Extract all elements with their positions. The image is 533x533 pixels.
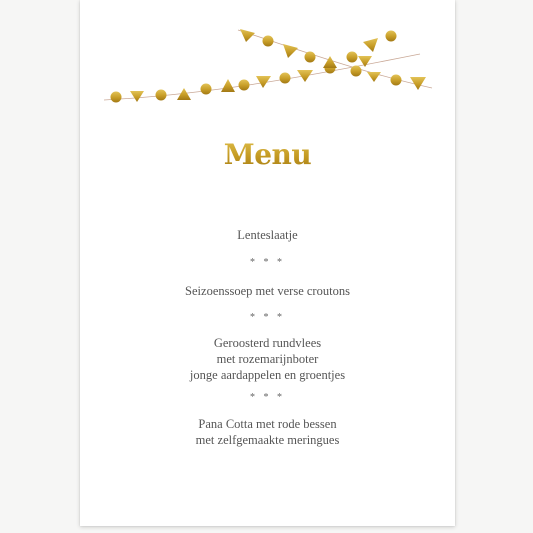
garland-triangle-flag	[221, 79, 235, 92]
garland-triangle-flag	[283, 44, 298, 58]
course-line: Pana Cotta met rode bessen	[198, 417, 337, 431]
course-separator: * * *	[250, 392, 285, 403]
garland-circle-flag	[263, 36, 274, 47]
garland-circle-flag	[111, 92, 122, 103]
course-line: jonge aardappelen en groentjes	[189, 368, 346, 382]
garland-triangle-flag	[297, 70, 313, 82]
bunting-garland-icon	[80, 0, 455, 110]
garland-circle-flag	[239, 80, 250, 91]
garland-circle-flag	[386, 31, 397, 42]
garland-circle-flag	[347, 52, 358, 63]
garland-circle-flag	[351, 66, 362, 77]
menu-card	[80, 0, 455, 526]
garland-circle-flag	[305, 52, 316, 63]
course-soup	[80, 283, 455, 299]
garland-circle-flag	[201, 84, 212, 95]
course-dessert	[80, 416, 455, 448]
garland-triangle-flag	[367, 72, 381, 82]
course-starter	[80, 227, 455, 243]
course-line: Lenteslaatje	[237, 228, 298, 242]
garland-circle-flag	[280, 73, 291, 84]
course-line: Seizoenssoep met verse croutons	[185, 284, 350, 298]
garland-triangle-flag	[240, 29, 255, 42]
garland-circle-flag	[156, 90, 167, 101]
course-line: met rozemarijnboter	[216, 352, 319, 366]
menu-courses	[80, 227, 455, 448]
page-title: Menu	[80, 138, 455, 171]
garland-triangle-flag	[363, 38, 378, 52]
garland-circle-flag	[391, 75, 402, 86]
course-separator: * * *	[250, 312, 285, 323]
course-separator: * * *	[250, 257, 285, 268]
course-line: Geroosterd rundvlees	[213, 336, 322, 350]
course-line: met zelfgemaakte meringues	[195, 433, 340, 447]
course-main	[80, 335, 455, 383]
garland-triangle-flag	[130, 91, 144, 102]
